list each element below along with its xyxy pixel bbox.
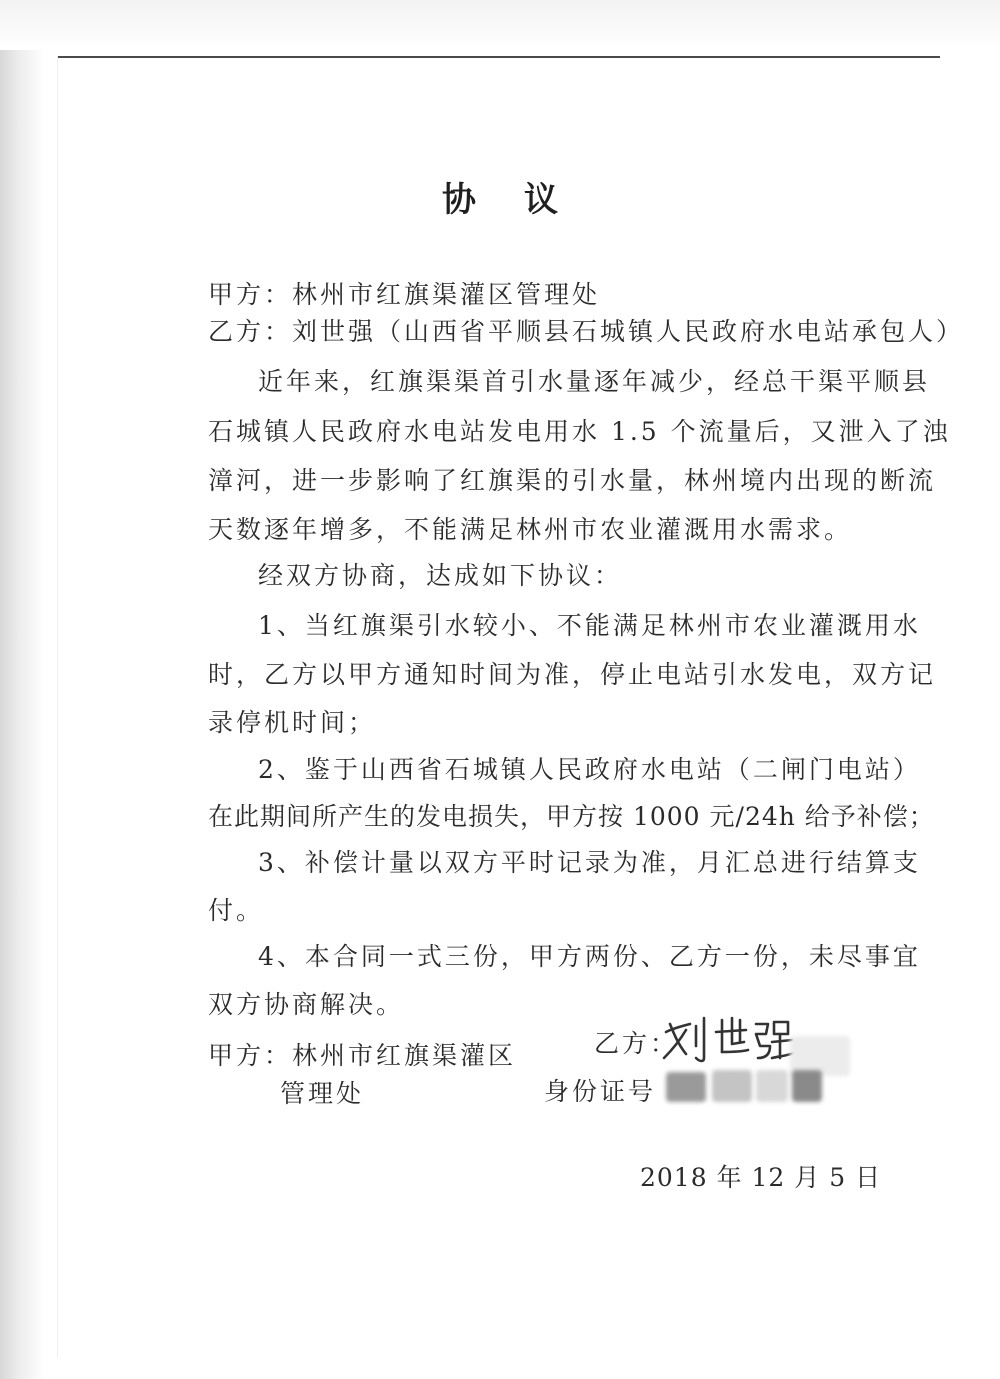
clause-1-line-1: 1、当红旗渠引水较小、不能满足林州市农业灌溉用水 (258, 611, 921, 640)
clause-4-line-1: 4、本合同一式三份，甲方两份、乙方一份，未尽事宜 (258, 942, 921, 971)
agreement-intro: 经双方协商，达成如下协议： (258, 561, 623, 590)
id-number-label: 身份证号 (544, 1077, 657, 1106)
document-title (0, 172, 1000, 221)
clause-2-line-2: 在此期间所产生的发电损失，甲方按 1000 元/24h 给予补偿； (208, 802, 935, 831)
party-a-signature-label: 甲方：林州市红旗渠灌区 (208, 1041, 517, 1070)
title-char-2: 议 (524, 180, 558, 220)
scan-top-shadow (0, 0, 1000, 50)
title-char-1: 协 (442, 180, 476, 220)
clause-2-line-1: 2、鉴于山西省石城镇人民政府水电站（二闸门电站） (258, 755, 921, 784)
party-a-signature-label-2: 管理处 (280, 1079, 365, 1108)
clause-1-line-3: 录停机时间； (208, 708, 377, 737)
preamble-line-3: 漳河，进一步影响了红旗渠的引水量，林州境内出现的断流 (208, 466, 937, 495)
clause-3-line-1: 3、补偿计量以双方平时记录为准，月汇总进行结算支 (258, 848, 921, 877)
preamble-line-4: 天数逐年增多，不能满足林州市农业灌溉用水需求。 (208, 515, 853, 544)
preamble-line-2: 石城镇人民政府水电站发电用水 1.5 个流量后，又泄入了浊 (208, 417, 951, 446)
clause-3-line-2: 付。 (208, 896, 265, 925)
party-b-signature-label: 乙方： (594, 1029, 679, 1058)
redacted-id-segment-4 (792, 1070, 822, 1102)
party-a-line: 甲方：林州市红旗渠灌区管理处 (208, 280, 601, 309)
document-date: 2018 年 12 月 5 日 (640, 1163, 882, 1192)
redacted-id-segment-1 (666, 1072, 706, 1102)
redacted-id-segment-3 (756, 1070, 788, 1102)
clause-4-line-2: 双方协商解决。 (208, 990, 405, 1019)
clause-1-line-2: 时，乙方以甲方通知时间为准，停止电站引水发电，双方记 (208, 660, 937, 689)
redacted-id-segment-2 (712, 1070, 752, 1102)
party-b-line: 乙方：刘世强（山西省平顺县石城镇人民政府水电站承包人） (208, 317, 965, 346)
preamble-line-1: 近年来，红旗渠渠首引水量逐年减少，经总干渠平顺县 (258, 367, 931, 396)
handwritten-signature (660, 1012, 800, 1076)
